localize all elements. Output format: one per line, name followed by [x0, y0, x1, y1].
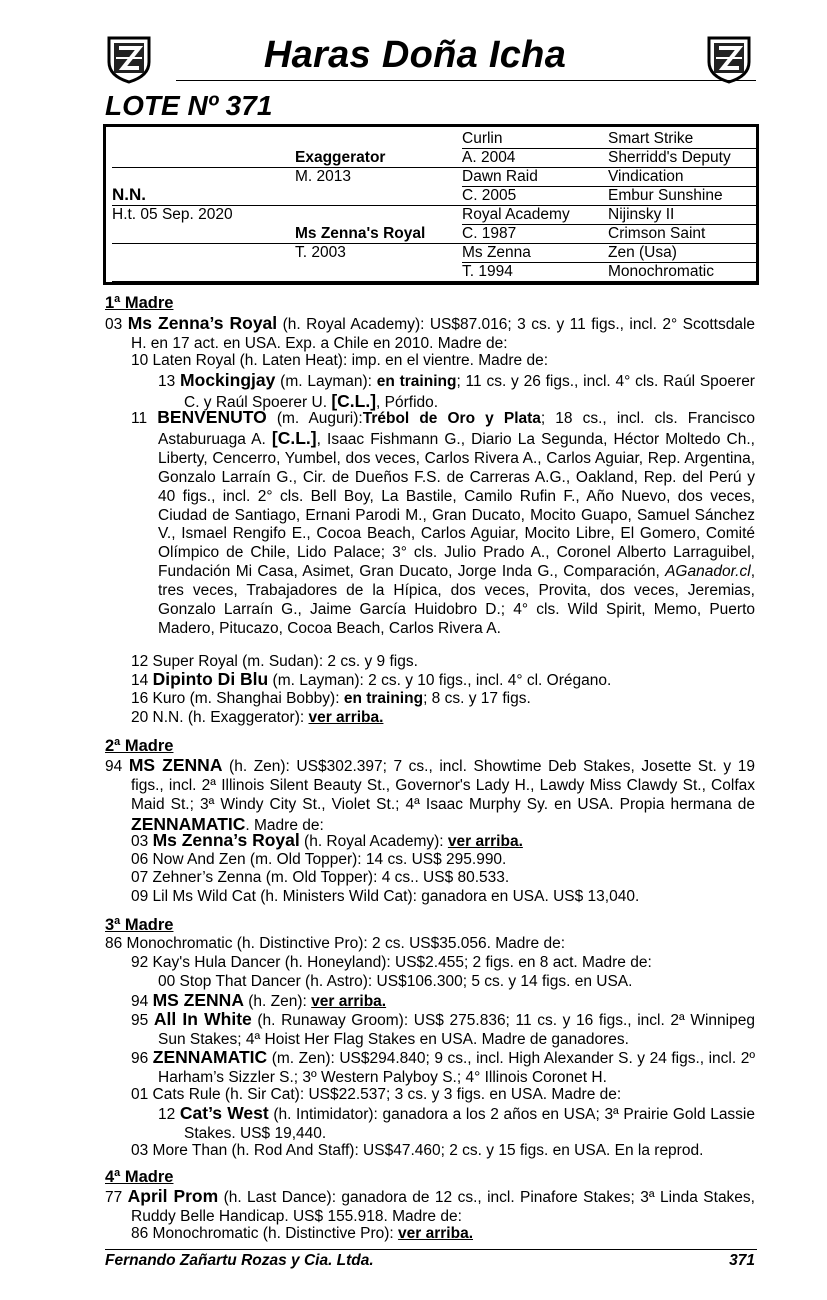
- section-heading-first-dam: 1ª Madre: [105, 294, 174, 312]
- horse-name: Dipinto Di Blu: [152, 669, 269, 689]
- entry-now-and-zen: [131, 851, 755, 870]
- horse-name: All In White: [153, 1009, 252, 1029]
- entry-text: (h. Runaway Groom): US$ 275.836; 11 cs. y 16 figs., incl. 2ª Winnipeg Sun Stakes; 4ª Hoist Her Flag Stakes en USA. Madre de ganadores.: [158, 1012, 755, 1048]
- entry-zennamatic: [131, 1048, 755, 1088]
- title-divider: [176, 80, 756, 81]
- entry-text: 86 Monochromatic (h. Distinctive Pro): 2 cs. US$35.056. Madre de:: [105, 935, 566, 952]
- footer-divider: [105, 1249, 757, 1250]
- entry-text: (m. Layman):: [275, 373, 377, 390]
- lot-number: LOTE Nº 371: [105, 90, 273, 121]
- entry-text: 20 N.N. (h. Exaggerator):: [131, 709, 309, 726]
- pedigree-col4-3: Embur Sunshine: [608, 187, 723, 204]
- entry-zehners-zenna: [131, 869, 755, 888]
- entry-more-than: [131, 1142, 755, 1161]
- status-text: en training: [376, 373, 457, 390]
- entry-year: 03: [105, 316, 123, 333]
- entry-ms-zennas-royal: [105, 314, 755, 354]
- section-heading-third-dam: 3ª Madre: [105, 916, 174, 934]
- pedigree-dam-info: T. 2003: [295, 244, 346, 261]
- pedigree-sire: Exaggerator: [295, 149, 386, 166]
- entry-text: ; 18 cs., incl. cls. Francisco Astaburuaga A.: [158, 410, 755, 448]
- horse-name: Cat’s West: [179, 1103, 269, 1123]
- pedigree-rule: [112, 167, 756, 168]
- z-shield-logo-left: [106, 34, 152, 84]
- pedigree-table: [103, 124, 759, 285]
- see-above-link: ver arriba.: [311, 993, 387, 1010]
- entry-text: 03 More Than (h. Rod And Staff): US$47.460; 2 cs. y 15 figs. en USA. En la reprod.: [131, 1142, 704, 1159]
- page-title: Haras Doña Icha: [263, 34, 567, 76]
- entry-lil-ms-wild-cat: [131, 888, 755, 907]
- section-heading-fourth-dam: 4ª Madre: [105, 1168, 174, 1186]
- entry-year: 96: [131, 1050, 153, 1067]
- entry-kuro: [131, 690, 755, 709]
- horse-name: ZENNAMATIC: [152, 1047, 268, 1067]
- horse-name: Mockingjay: [180, 370, 276, 390]
- entry-benvenuto: [131, 408, 755, 639]
- horse-name: Ms Zenna’s Royal: [152, 830, 300, 850]
- horse-name: BENVENUTO: [157, 407, 267, 427]
- entry-year: 94: [105, 758, 129, 775]
- entry-year: 77: [105, 1189, 128, 1206]
- entry-year: 03: [131, 833, 153, 850]
- pedigree-col4-2: Vindication: [608, 168, 684, 185]
- pedigree-rule: [112, 243, 756, 244]
- pedigree-col4-6: Zen (Usa): [608, 244, 677, 261]
- entry-year: 14: [131, 672, 153, 689]
- see-above-link: ver arriba.: [398, 1225, 474, 1242]
- pedigree-col3-6: Ms Zenna: [462, 244, 531, 261]
- entry-ms-zenna: [105, 756, 755, 836]
- entry-nn: [131, 709, 755, 728]
- pedigree-col4-5: Crimson Saint: [608, 225, 706, 242]
- pedigree-rule: [112, 205, 756, 206]
- horse-name: ZENNAMATIC: [131, 813, 246, 834]
- pedigree-dam: Ms Zenna's Royal: [295, 225, 426, 242]
- see-above-link: ver arriba.: [308, 709, 384, 726]
- entry-text: 06 Now And Zen (m. Old Topper): 14 cs. US$ 295.990.: [131, 851, 507, 868]
- pedigree-rule: [462, 262, 756, 263]
- entry-text: 86 Monochromatic (h. Distinctive Pro):: [131, 1225, 399, 1242]
- pedigree-subject-info: H.t. 05 Sep. 2020: [112, 206, 233, 223]
- entry-year: 94: [131, 993, 153, 1010]
- entry-text: (h. Intimidator): ganadora a los 2 años en USA; 3ª Prairie Gold Lassie Stakes. US$ 19,440.: [184, 1106, 755, 1142]
- entry-text: , Isaac Fishmann G., Diario La Segunda, Héctor Moltedo Ch., Liberty, Cencerro, Yumbel, dos veces, Carlos Rivera A., Carlos Aguiar, Rep. Argentina, Gonzalo Larraín G., Cir. de Dueños F.S. de Carreras A.G., Oakland, Rep. del Perú y 40 figs., incl. 2° cls. Bell Boy, La Bastile, Camilo Rufin F., Año Nuevo, dos veces, Ciudad de Santiago, Ernani Parodi M., Gran Ducato, Mocito Guapo, Samuel Sánchez V., Ismael Rengifo E., Cocoa Beach, Carlos Aguiar, Mocito Libre, El Gomero, Comité Olímpico de Chile, Lido Palace; 3° cls. Julio Prado A., Coronel Alberto Larraguibel, Fundación Mi Casa, Asimet, Gran Ducato, Jorge Inda G., Comparación,: [158, 430, 755, 581]
- entry-text: (m. Auguri):: [266, 410, 363, 427]
- entry-year: 12: [158, 1106, 180, 1123]
- entry-text: 12 Super Royal (m. Sudan): 2 cs. y 9 figs.: [131, 653, 418, 670]
- entry-text: (h. Royal Academy):: [299, 833, 448, 850]
- entry-text: (h. Royal Academy): US$87.016; 3 cs. y 11 figs., incl. 2° Scottsdale H. en 17 act. en USA. Exp. a Chile en 2010. Madre de:: [131, 316, 756, 352]
- entry-ms-zennas-royal-2: [131, 831, 755, 852]
- pedigree-rule: [462, 148, 756, 149]
- pedigree-rule: [112, 281, 756, 282]
- pedigree-col3-1: A. 2004: [462, 149, 516, 166]
- pedigree-col3-0: Curlin: [462, 130, 503, 147]
- entry-text: 09 Lil Ms Wild Cat (h. Ministers Wild Cat): ganadora en USA. US$ 13,040.: [131, 888, 640, 905]
- pedigree-col3-4: Royal Academy: [462, 206, 570, 223]
- entry-text: 92 Kay's Hula Dancer (h. Honeyland): US$2.455; 2 figs. en 8 act. Madre de:: [131, 954, 652, 971]
- pedigree-col3-7: T. 1994: [462, 263, 513, 280]
- entry-dipinto-di-blu: [131, 670, 755, 691]
- award-text: Trébol de Oro y Plata: [362, 410, 541, 427]
- pedigree-col3-5: C. 1987: [462, 225, 517, 242]
- horse-name: Ms Zenna’s Royal: [127, 313, 278, 333]
- cl-mark: [C.L.]: [331, 390, 377, 411]
- horse-name: April Prom: [127, 1186, 219, 1206]
- page-number: 371: [729, 1252, 755, 1269]
- entry-text: (h. Zen): US$302.397; 7 cs., incl. Showtime Deb Stakes, Josette St. y 19 figs., incl. 2ª Illinois Silent Beauty St., Governor's Lady H., Lawdy Miss Clawdy St., Colfax Maid St.; 3ª Windy City St., Violet St.; 4ª Isaac Murphy Sy. en USA. Propia hermana de: [131, 758, 755, 813]
- entry-text: 16 Kuro (m. Shanghai Bobby):: [131, 690, 344, 707]
- pedigree-sire-info: M. 2013: [295, 168, 352, 185]
- pedigree-col3-2: Dawn Raid: [462, 168, 538, 185]
- pedigree-col4-7: Monochromatic: [608, 263, 714, 280]
- entry-year: 13: [158, 373, 181, 390]
- entry-text: , Pórfido.: [376, 393, 439, 411]
- entry-stop-that-dancer: [158, 973, 755, 992]
- pedigree-rule: [462, 186, 756, 187]
- entry-monochromatic-2: [131, 1225, 755, 1244]
- entry-text: ; 8 cs. y 17 figs.: [423, 690, 531, 707]
- z-shield-logo-right: [706, 34, 752, 84]
- entry-kays-hula-dancer: [131, 954, 755, 973]
- footer-company: Fernando Zañartu Rozas y Cia. Ltda.: [105, 1252, 374, 1269]
- entry-text: 07 Zehner’s Zenna (m. Old Topper): 4 cs.. US$ 80.533.: [131, 869, 510, 886]
- entry-cats-west: [158, 1104, 755, 1144]
- entry-text: (h. Last Dance): ganadora de 12 cs., incl. Pinafore Stakes; 3ª Linda Stakes, Ruddy Belle Handicap. US$ 155.918. Madre de:: [131, 1189, 755, 1225]
- entry-text: , tres veces, Trabajadores de la Hípica, dos veces, Provita, dos veces, Jeremias, Gonzalo Larraín G., Jaime García Huidobro D.; 4° cls. Wild Spirit, Memo, Puerto Madero, Pitucazo, Cocoa Beach, Carlos Rivera A.: [158, 563, 755, 637]
- entry-text: 01 Cats Rule (h. Sir Cat): US$22.537; 3 cs. y 3 figs. en USA. Madre de:: [131, 1086, 622, 1103]
- entry-text: (m. Zen): US$294.840; 9 cs., incl. High Alexander S. y 24 figs., incl. 2º Harham’s Sizzler S.; 3º Western Palyboy S.; 4° Illinois Coronet H.: [158, 1050, 755, 1086]
- cl-mark: [C.L.]: [271, 427, 317, 448]
- entry-text: 10 Laten Royal (h. Laten Heat): imp. en el vientre. Madre de:: [131, 352, 549, 369]
- entry-year: 95: [131, 1012, 154, 1029]
- entry-laten-royal: [131, 352, 755, 371]
- pedigree-col4-4: Nijinsky II: [608, 206, 675, 223]
- entry-monochromatic: [105, 935, 755, 954]
- italic-race-name: AGanador.cl: [665, 563, 751, 581]
- entry-text: (h. Zen):: [243, 993, 312, 1010]
- entry-all-in-white: [131, 1010, 755, 1050]
- entry-text: ; 11 cs. y 26 figs., incl. 4° cls. Raúl Spoerer C. y Raúl Spoerer U.: [184, 373, 755, 411]
- entry-year: 11: [131, 410, 158, 427]
- section-heading-second-dam: 2ª Madre: [105, 737, 174, 755]
- horse-name: MS ZENNA: [152, 990, 244, 1010]
- pedigree-subject: N.N.: [112, 185, 146, 204]
- pedigree-col3-3: C. 2005: [462, 187, 517, 204]
- pedigree-col4-1: Sherridd's Deputy: [608, 149, 731, 166]
- pedigree-rule: [462, 224, 756, 225]
- entry-text: . Madre de:: [245, 816, 324, 834]
- see-above-link: ver arriba.: [447, 833, 523, 850]
- status-text: en training: [343, 690, 424, 707]
- pedigree-col4-0: Smart Strike: [608, 130, 694, 147]
- horse-name: MS ZENNA: [128, 755, 223, 775]
- entry-text: 00 Stop That Dancer (h. Astro): US$106.300; 5 cs. y 14 figs. en USA.: [158, 973, 633, 990]
- entry-april-prom: [105, 1187, 755, 1227]
- entry-text: (m. Layman): 2 cs. y 10 figs., incl. 4° cl. Orégano.: [268, 672, 612, 689]
